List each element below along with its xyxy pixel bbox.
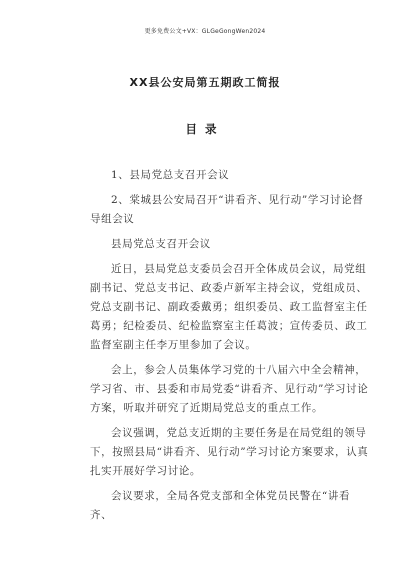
paragraph: 会议强调，党总支近期的主要任务是在局党组的领导下，按照县局“讲看齐、见行动”学习讨论方案要求，认真扎实开展好学习讨论。 <box>90 427 369 477</box>
document-body <box>90 166 370 525</box>
header-watermark: 更多免费公文+VX：GLGeGongWen2024 <box>144 28 266 35</box>
section-title: 县局党总支召开会议 <box>111 238 211 250</box>
paragraph: 近日，县局党总支委员会召开全体成员会议，局党组副书记、党总支书记、政委卢新军主持会议，党组成员、党总支副书记、副政委戴勇；组织委员、政工监督室主任葛勇；纪检委员、纪检监察室主任葛波；宣传委员、政工监督室副主任李万里参加了会议。 <box>90 263 368 351</box>
toc-item: 1、县局党总支召开会议 <box>111 169 230 181</box>
toc-heading: 目录 <box>185 122 225 136</box>
toc-item: 2、棠城县公安局召开“讲看齐、见行动”学习讨论督导组会议 <box>90 194 364 225</box>
paragraph: 会上，参会人员集体学习党的十八届六中全会精神，学习省、市、县委和市局党委“讲看齐、见行动”学习讨论方案，听取并研究了近期局党总支的重点工作。 <box>90 364 369 414</box>
paragraph: 会议要求，全局各党支部和全体党员民警在“讲看齐、 <box>90 490 351 521</box>
document-title: XX县公安局第五期政工简报 <box>129 76 281 89</box>
